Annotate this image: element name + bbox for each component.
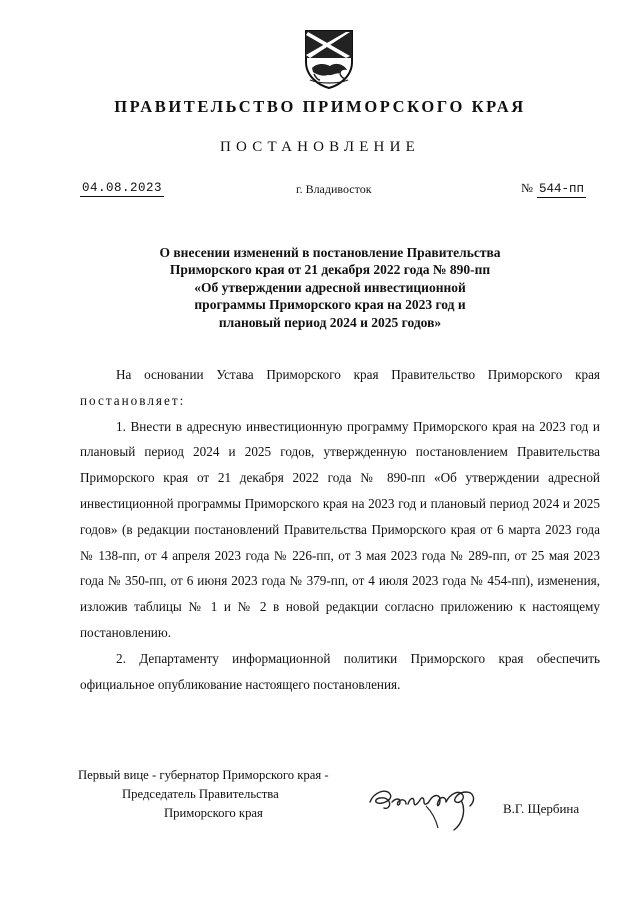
item-2-paragraph: 2. Департаменту информационной политики Приморского края обеспечить официальное опубликование настоящего постановления. xyxy=(80,650,600,692)
document-city: г. Владивосток xyxy=(296,182,372,196)
government-title: ПРАВИТЕЛЬСТВО ПРИМОРСКОГО КРАЯ xyxy=(114,97,526,116)
subject-line: программы Приморского края на 2023 год и xyxy=(194,297,466,313)
item-1-paragraph: 1. Внести в адресную инвестиционную программу Приморского края на 2023 год и плановый период 2024 и 2025 годов, утвержденную постановлением Правительства Приморского края от 21 декабря 2022 года № 890-пп «Об утверждении адресной инвестиционной программы Приморского края на 2023 год и плановый период 2024 и 2025 годов» (в редакции постановлений Правительства Приморского края от 6 марта 2023 года № 138-пп, от 4 апреля 2023 года № 226-пп, от 3 мая 2023 года № 289-пп, от 25 мая 2023 года № 350-пп, от 6 июня 2023 года № 379-пп, от 4 июля 2023 года № 454-пп), изменения, изложив таблицы № 1 и № 2 в новой редакции согласно приложению к настоящему постановлению. xyxy=(80,418,600,640)
number-label: № xyxy=(521,181,533,195)
preamble-text: На основании Устава Приморского края Правительство Приморского края xyxy=(116,367,600,382)
resolves-word: постановляет: xyxy=(80,392,186,408)
position-line: Председатель Правительства xyxy=(122,787,279,801)
preamble-paragraph xyxy=(80,362,600,414)
subject-line: О внесении изменений в постановление Правительства xyxy=(159,245,501,260)
document-subject xyxy=(100,244,560,331)
signatory-position xyxy=(78,766,329,823)
position-line: Приморского края xyxy=(164,806,263,820)
position-line: Первый вице - губернатор Приморского края - xyxy=(78,768,329,782)
handwritten-signature xyxy=(366,772,496,834)
document-type: ПОСТАНОВЛЕНИЕ xyxy=(220,139,420,155)
document-body xyxy=(80,362,600,697)
subject-line: Приморского края от 21 декабря 2022 года № 890-пп xyxy=(169,262,491,278)
coat-of-arms-icon xyxy=(300,28,358,90)
signatory-name: В.Г. Щербина xyxy=(503,801,580,816)
subject-line: «Об утверждении адресной инвестиционной xyxy=(194,279,466,295)
document-date: 04.08.2023 xyxy=(82,181,163,195)
document-number xyxy=(521,181,586,196)
subject-line: плановый период 2024 и 2025 годов» xyxy=(218,314,442,330)
number-value: 544-пп xyxy=(538,182,584,196)
